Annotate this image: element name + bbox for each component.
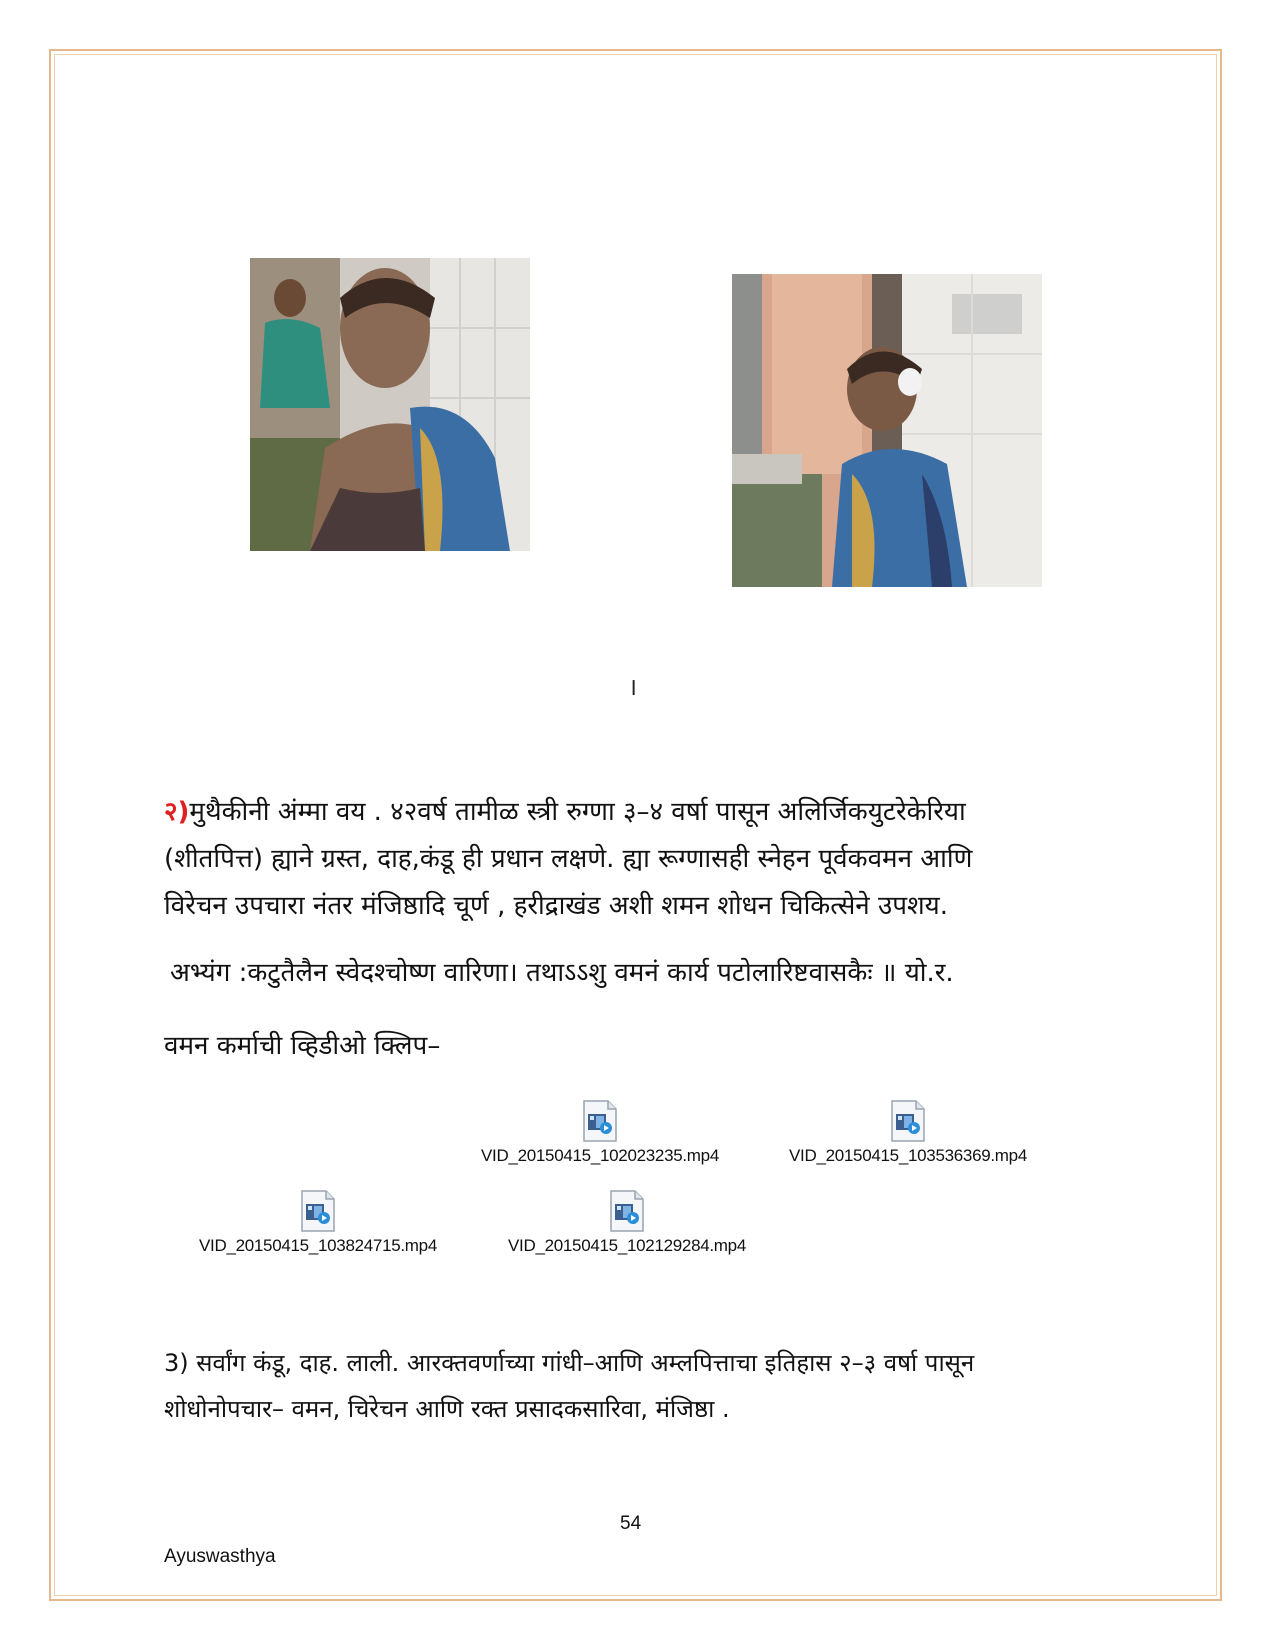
video-file-3[interactable] (183, 1190, 453, 1256)
video-file-icon (890, 1100, 926, 1142)
case2-line-1 (164, 793, 1084, 832)
video-file-name: VID_20150415_102023235.mp4 (481, 1146, 719, 1165)
case2-line-2: (शीतपित्त) ह्याने ग्रस्त, दाह,कंडू ही प्रधान लक्षणे. ह्या रूग्णासही स्नेहन पूर्वकवमन आणि (164, 844, 973, 874)
video-file-name: VID_20150415_103824715.mp4 (199, 1236, 437, 1255)
case2-line1-text: मुथैकीनी अंम्मा वय . ४२वर्ष तामीळ स्त्री रुग्णा ३–४ वर्षा पासून अलिर्जिकयुटरेकेरिया (189, 797, 966, 827)
shloka-verse: अभ्यंग :कटुतैलैन स्वेदश्चोष्ण वारिणा। तथाऽऽशु वमनं कार्य पटोलारिष्टवासकैः ॥ यो.र. (170, 958, 954, 988)
case3-line-1: 3) सर्वांग कंडू, दाह. लाली. आरक्तवर्णाच्या गांधी–आणि अम्लपित्ताचा इतिहास २–३ वर्षा पासून (164, 1349, 975, 1377)
case2-number: २) (164, 797, 190, 827)
video-file-1[interactable] (465, 1100, 735, 1166)
video-clip-heading: वमन कर्माची व्हिडीओ क्लिप– (164, 1031, 441, 1061)
video-file-icon (582, 1100, 618, 1142)
video-file-name: VID_20150415_103536369.mp4 (789, 1146, 1027, 1165)
page-number: 54 (620, 1513, 642, 1534)
patient-photo-2 (732, 274, 1042, 587)
case2-line-3: विरेचन उपचारा नंतर मंजिष्ठादि चूर्ण , हरीद्राखंड अशी शमन शोधन चिकित्सेने उपशय. (164, 891, 949, 921)
video-file-icon (609, 1190, 645, 1232)
separator-mark: । (628, 675, 638, 701)
patient-photo-1 (250, 258, 530, 551)
case3-line-2: शोधोनोपचार– वमन, चिरेचन आणि रक्त प्रसादकसारिवा, मंजिष्ठा . (164, 1395, 730, 1423)
footer-title: Ayuswasthya (164, 1546, 276, 1567)
video-file-4[interactable] (492, 1190, 762, 1256)
video-file-name: VID_20150415_102129284.mp4 (508, 1236, 746, 1255)
video-file-2[interactable] (773, 1100, 1043, 1166)
video-file-icon (300, 1190, 336, 1232)
